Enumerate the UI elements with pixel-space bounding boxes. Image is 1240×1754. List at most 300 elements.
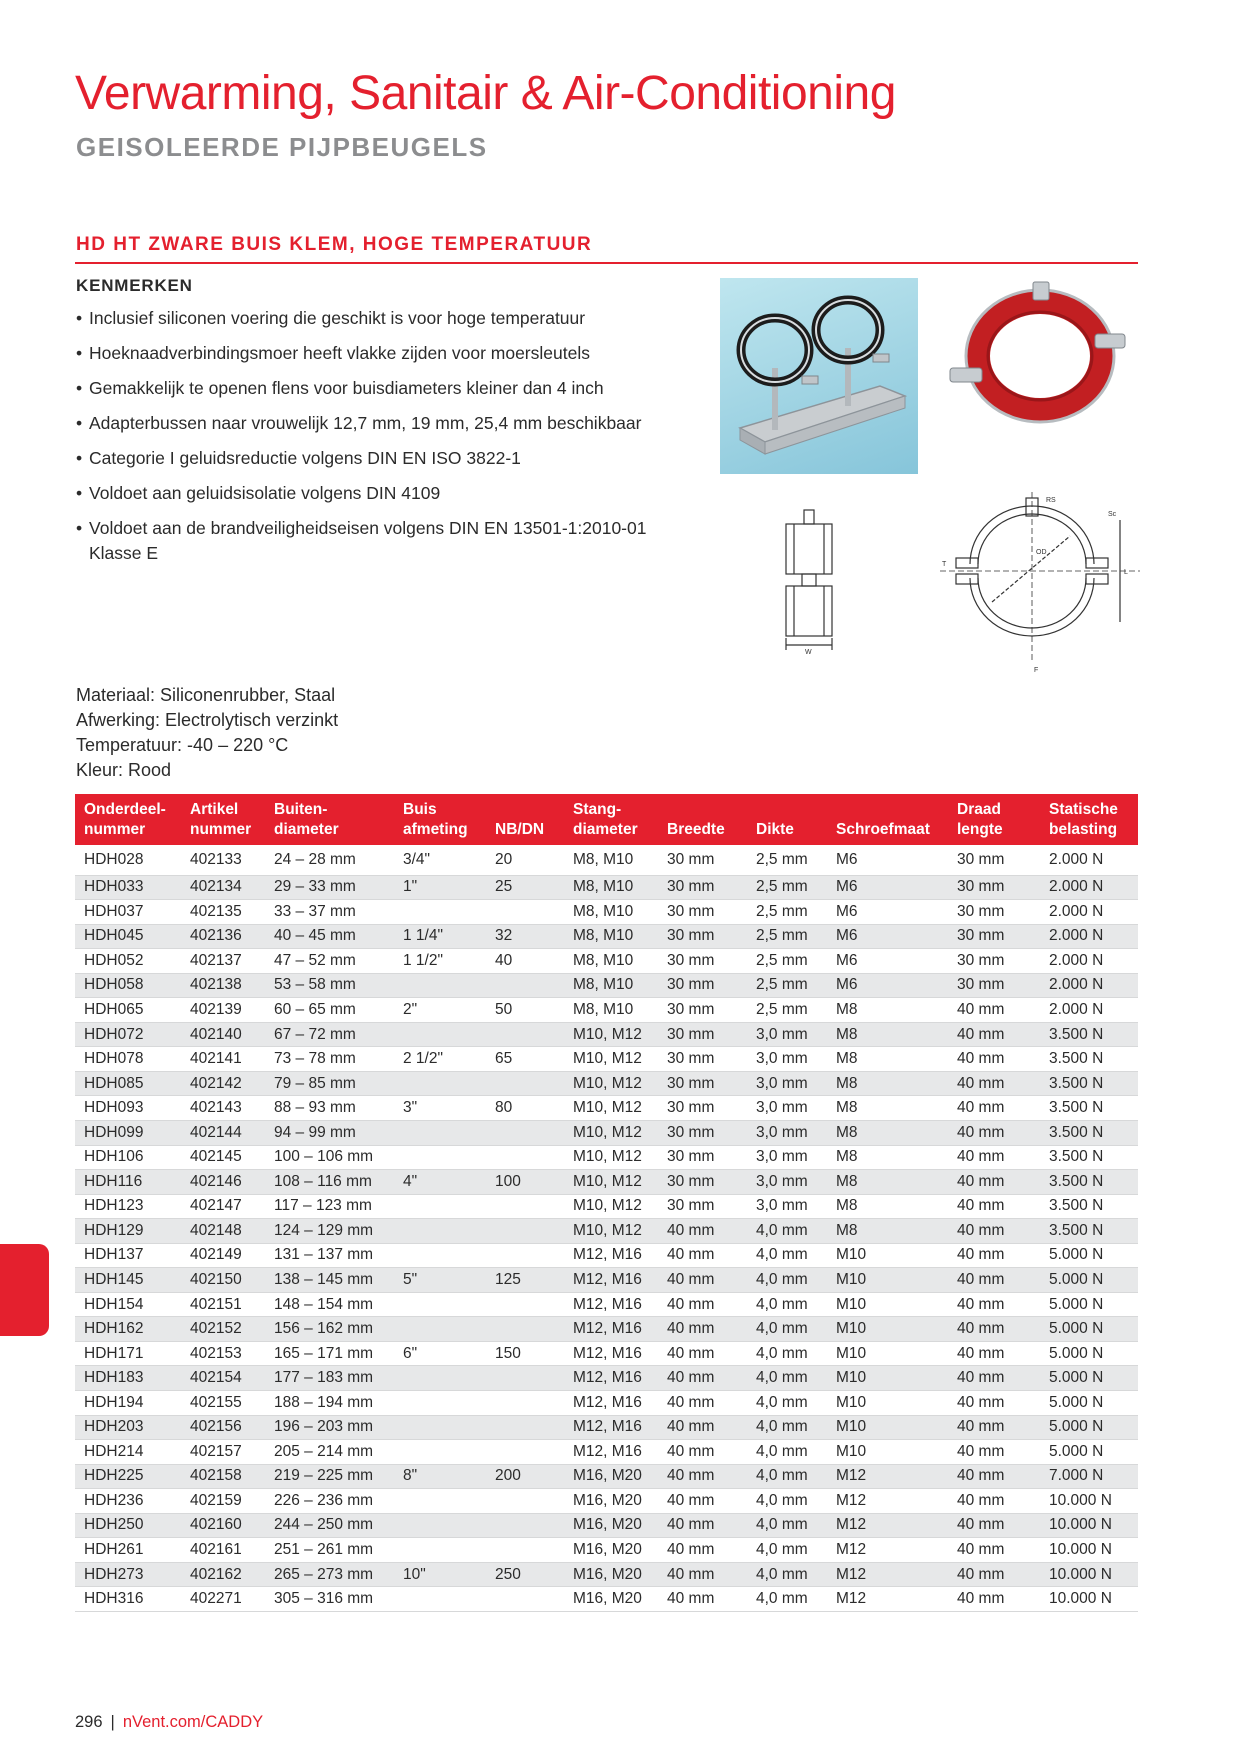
- header-line-2: diameter: [573, 821, 638, 838]
- table-cell: HDH052: [75, 949, 181, 974]
- table-cell: 2,5 mm: [747, 973, 827, 998]
- header-line-2: Dikte: [756, 821, 794, 838]
- header-line-2: Breedte: [667, 821, 725, 838]
- table-cell: 402159: [181, 1489, 265, 1514]
- table-cell: 10.000 N: [1040, 1562, 1138, 1587]
- table-cell: HDH137: [75, 1243, 181, 1268]
- table-row: [75, 1366, 1138, 1391]
- table-cell: M12: [827, 1464, 948, 1489]
- table-cell: 305 – 316 mm: [265, 1587, 394, 1612]
- table-cell: 10.000 N: [1040, 1587, 1138, 1612]
- table-row: [75, 1440, 1138, 1465]
- table-cell: 205 – 214 mm: [265, 1440, 394, 1465]
- table-cell: 402152: [181, 1317, 265, 1342]
- table-cell: M12, M16: [564, 1268, 658, 1293]
- table-cell: 79 – 85 mm: [265, 1071, 394, 1096]
- table-row: [75, 949, 1138, 974]
- table-cell: 2,5 mm: [747, 900, 827, 925]
- feature-item: • Voldoet aan de brandveiligheidseisen volgens DIN EN 13501-1:2010-01 Klasse E: [76, 516, 686, 566]
- table-cell: 402161: [181, 1538, 265, 1563]
- table-row: [75, 1415, 1138, 1440]
- table-row: [75, 1341, 1138, 1366]
- table-cell: 88 – 93 mm: [265, 1096, 394, 1121]
- section-tab-marker: [0, 1244, 49, 1336]
- table-cell: 20: [486, 845, 564, 875]
- header-line-2: lengte: [957, 821, 1003, 838]
- dim-label-od: OD: [1036, 549, 1047, 556]
- table-cell: 402150: [181, 1268, 265, 1293]
- table-cell: M8: [827, 1145, 948, 1170]
- table-cell: M6: [827, 875, 948, 900]
- table-cell: M8, M10: [564, 973, 658, 998]
- table-cell: 30 mm: [948, 973, 1040, 998]
- table-cell: [486, 973, 564, 998]
- table-cell: 5.000 N: [1040, 1390, 1138, 1415]
- table-cell: M10, M12: [564, 1145, 658, 1170]
- table-cell: 402153: [181, 1341, 265, 1366]
- table-cell: 402151: [181, 1292, 265, 1317]
- table-cell: 40 mm: [948, 1415, 1040, 1440]
- footer-separator: |: [110, 1713, 115, 1731]
- table-cell: 40 mm: [658, 1317, 747, 1342]
- table-row: [75, 998, 1138, 1023]
- table-cell: 4,0 mm: [747, 1415, 827, 1440]
- page-subtitle: GEISOLEERDE PIJPBEUGELS: [76, 132, 488, 162]
- table-cell: M10, M12: [564, 1022, 658, 1047]
- table-cell: [394, 1390, 486, 1415]
- table-cell: 8": [394, 1464, 486, 1489]
- table-cell: HDH145: [75, 1268, 181, 1293]
- product-table: [75, 794, 1138, 1612]
- table-cell: 2,5 mm: [747, 845, 827, 875]
- technical-drawing-front: [940, 492, 1140, 677]
- table-cell: 4,0 mm: [747, 1440, 827, 1465]
- table-cell: 1 1/4": [394, 924, 486, 949]
- table-cell: 4,0 mm: [747, 1390, 827, 1415]
- table-row: [75, 1170, 1138, 1195]
- table-cell: [394, 1022, 486, 1047]
- header-line-2: diameter: [274, 821, 339, 838]
- table-cell: 40 mm: [658, 1464, 747, 1489]
- table-cell: M10: [827, 1268, 948, 1293]
- table-cell: M10: [827, 1390, 948, 1415]
- table-cell: 30 mm: [948, 875, 1040, 900]
- table-cell: 131 – 137 mm: [265, 1243, 394, 1268]
- table-cell: 40 mm: [658, 1415, 747, 1440]
- table-cell: M10, M12: [564, 1096, 658, 1121]
- mounted-clamps-illustration: [720, 278, 918, 474]
- table-cell: M8: [827, 1022, 948, 1047]
- table-cell: 40 mm: [948, 1145, 1040, 1170]
- table-row: [75, 1243, 1138, 1268]
- table-cell: 402139: [181, 998, 265, 1023]
- table-cell: [394, 1317, 486, 1342]
- table-row: [75, 1096, 1138, 1121]
- table-cell: 156 – 162 mm: [265, 1317, 394, 1342]
- table-cell: 3,0 mm: [747, 1120, 827, 1145]
- table-cell: 2.000 N: [1040, 924, 1138, 949]
- table-cell: 30 mm: [658, 1096, 747, 1121]
- feature-item: • Adapterbussen naar vrouwelijk 12,7 mm, 19 mm, 25,4 mm beschikbaar: [76, 411, 686, 436]
- table-cell: 3,0 mm: [747, 1170, 827, 1195]
- table-cell: 402137: [181, 949, 265, 974]
- table-cell: 40 mm: [658, 1243, 747, 1268]
- table-cell: M12, M16: [564, 1390, 658, 1415]
- table-cell: 40 mm: [658, 1587, 747, 1612]
- table-cell: 7.000 N: [1040, 1464, 1138, 1489]
- table-header-cell: [827, 794, 948, 845]
- table-cell: 40 mm: [948, 1390, 1040, 1415]
- table-cell: 177 – 183 mm: [265, 1366, 394, 1391]
- table-cell: 30 mm: [658, 845, 747, 875]
- table-cell: HDH162: [75, 1317, 181, 1342]
- header-line-1: Buiten-: [274, 801, 328, 818]
- feature-item: • Inclusief siliconen voering die geschikt is voor hoge temperatuur: [76, 306, 686, 331]
- table-cell: M10, M12: [564, 1170, 658, 1195]
- table-cell: 40 mm: [948, 1022, 1040, 1047]
- features-heading: KENMERKEN: [76, 276, 193, 295]
- table-cell: 3.500 N: [1040, 1047, 1138, 1072]
- table-cell: 196 – 203 mm: [265, 1415, 394, 1440]
- table-cell: 5.000 N: [1040, 1440, 1138, 1465]
- table-header-cell: [1040, 794, 1138, 845]
- table-header-cell: [75, 794, 181, 845]
- table-row: [75, 1587, 1138, 1612]
- table-cell: [394, 900, 486, 925]
- table-cell: 30 mm: [658, 1194, 747, 1219]
- table-cell: HDH183: [75, 1366, 181, 1391]
- table-cell: 402143: [181, 1096, 265, 1121]
- table-row: [75, 1071, 1138, 1096]
- table-cell: 10.000 N: [1040, 1538, 1138, 1563]
- table-cell: 226 – 236 mm: [265, 1489, 394, 1514]
- table-cell: M10, M12: [564, 1071, 658, 1096]
- table-cell: HDH194: [75, 1390, 181, 1415]
- table-cell: 4,0 mm: [747, 1489, 827, 1514]
- table-cell: 30 mm: [948, 845, 1040, 875]
- table-cell: 40 mm: [658, 1219, 747, 1244]
- table-cell: M8, M10: [564, 845, 658, 875]
- table-row: [75, 973, 1138, 998]
- table-cell: 67 – 72 mm: [265, 1022, 394, 1047]
- dim-label-f: F: [1034, 667, 1039, 674]
- table-cell: 2,5 mm: [747, 949, 827, 974]
- table-cell: M6: [827, 949, 948, 974]
- table-cell: 402147: [181, 1194, 265, 1219]
- side-view-drawing: [780, 500, 840, 665]
- table-cell: 40 mm: [658, 1538, 747, 1563]
- table-cell: 250: [486, 1562, 564, 1587]
- table-cell: 30 mm: [948, 949, 1040, 974]
- table-cell: 402157: [181, 1440, 265, 1465]
- table-cell: M12: [827, 1538, 948, 1563]
- table-cell: [394, 1366, 486, 1391]
- table-cell: 40 mm: [948, 1170, 1040, 1195]
- table-cell: M12: [827, 1513, 948, 1538]
- table-cell: 402154: [181, 1366, 265, 1391]
- table-cell: 402135: [181, 900, 265, 925]
- table-cell: 25: [486, 875, 564, 900]
- table-cell: 138 – 145 mm: [265, 1268, 394, 1293]
- table-cell: M8: [827, 1047, 948, 1072]
- table-cell: 32: [486, 924, 564, 949]
- table-cell: 3": [394, 1096, 486, 1121]
- header-line-1: Buis: [403, 801, 437, 818]
- table-cell: 402271: [181, 1587, 265, 1612]
- table-cell: 80: [486, 1096, 564, 1121]
- table-cell: 402148: [181, 1219, 265, 1244]
- table-cell: M8, M10: [564, 949, 658, 974]
- page-number: 296: [75, 1713, 103, 1731]
- table-cell: 3,0 mm: [747, 1047, 827, 1072]
- table-cell: 402146: [181, 1170, 265, 1195]
- table-cell: 30 mm: [658, 949, 747, 974]
- table-cell: 40 mm: [658, 1489, 747, 1514]
- table-row: [75, 900, 1138, 925]
- table-row: [75, 875, 1138, 900]
- table-cell: 4,0 mm: [747, 1562, 827, 1587]
- header-line-2: nummer: [84, 821, 146, 838]
- table-cell: 402136: [181, 924, 265, 949]
- table-cell: 4,0 mm: [747, 1317, 827, 1342]
- table-cell: 2.000 N: [1040, 973, 1138, 998]
- header-line-2: NB/DN: [495, 821, 545, 838]
- table-cell: 40 mm: [948, 1341, 1040, 1366]
- table-cell: 3.500 N: [1040, 1022, 1138, 1047]
- table-cell: 148 – 154 mm: [265, 1292, 394, 1317]
- table-cell: HDH154: [75, 1292, 181, 1317]
- red-clamp-illustration: [945, 278, 1135, 438]
- table-cell: 30 mm: [658, 1022, 747, 1047]
- table-cell: [486, 1317, 564, 1342]
- table-cell: 40 mm: [948, 1219, 1040, 1244]
- table-cell: 2.000 N: [1040, 900, 1138, 925]
- table-row: [75, 1268, 1138, 1293]
- table-cell: M16, M20: [564, 1489, 658, 1514]
- table-cell: 402145: [181, 1145, 265, 1170]
- table-cell: 402156: [181, 1415, 265, 1440]
- table-cell: M10: [827, 1292, 948, 1317]
- table-cell: 30 mm: [658, 1047, 747, 1072]
- table-cell: 40 mm: [948, 1440, 1040, 1465]
- feature-item: • Gemakkelijk te openen flens voor buisdiameters kleiner dan 4 inch: [76, 376, 686, 401]
- table-cell: 5.000 N: [1040, 1366, 1138, 1391]
- table-cell: M16, M20: [564, 1587, 658, 1612]
- table-header-cell: [181, 794, 265, 845]
- table-cell: 3,0 mm: [747, 1145, 827, 1170]
- spec-material: Materiaal: Siliconenrubber, Staal: [76, 685, 336, 705]
- table-cell: 65: [486, 1047, 564, 1072]
- table-cell: M8: [827, 1120, 948, 1145]
- table-cell: 2": [394, 998, 486, 1023]
- header-line-1: Stang-: [573, 801, 622, 818]
- table-cell: M10, M12: [564, 1047, 658, 1072]
- table-cell: 40 mm: [948, 1489, 1040, 1514]
- dim-label-w: W: [805, 649, 812, 656]
- table-cell: 30 mm: [658, 1170, 747, 1195]
- table-cell: 40 mm: [948, 1047, 1040, 1072]
- table-cell: HDH225: [75, 1464, 181, 1489]
- header-line-2: nummer: [190, 821, 252, 838]
- table-cell: 402160: [181, 1513, 265, 1538]
- technical-drawing-side: [780, 500, 840, 665]
- material-specs: [76, 683, 338, 783]
- table-cell: HDH099: [75, 1120, 181, 1145]
- table-row: [75, 1513, 1138, 1538]
- table-row: [75, 1047, 1138, 1072]
- table-cell: 47 – 52 mm: [265, 949, 394, 974]
- table-cell: 150: [486, 1341, 564, 1366]
- table-cell: M10: [827, 1366, 948, 1391]
- table-cell: 3/4": [394, 845, 486, 875]
- table-cell: HDH261: [75, 1538, 181, 1563]
- product-photo-red-clamp: [945, 278, 1135, 438]
- table-header-cell: [394, 794, 486, 845]
- table-cell: 53 – 58 mm: [265, 973, 394, 998]
- table-cell: [486, 1440, 564, 1465]
- table-cell: 5.000 N: [1040, 1415, 1138, 1440]
- table-cell: [486, 1219, 564, 1244]
- table-cell: HDH236: [75, 1489, 181, 1514]
- table-cell: 40 mm: [948, 1096, 1040, 1121]
- table-cell: 40 mm: [948, 1071, 1040, 1096]
- table-header-cell: [747, 794, 827, 845]
- table-cell: M12, M16: [564, 1317, 658, 1342]
- product-title: HD HT ZWARE BUIS KLEM, HOGE TEMPERATUUR: [76, 234, 593, 255]
- table-cell: 3.500 N: [1040, 1145, 1138, 1170]
- footer-link[interactable]: nVent.com/CADDY: [122, 1713, 264, 1731]
- table-cell: 40 mm: [948, 1464, 1040, 1489]
- table-cell: M10, M12: [564, 1120, 658, 1145]
- front-view-drawing: [940, 492, 1140, 677]
- table-cell: 30 mm: [948, 900, 1040, 925]
- table-cell: 40 mm: [948, 1268, 1040, 1293]
- table-cell: 30 mm: [658, 900, 747, 925]
- header-line-1: Onderdeel-: [84, 801, 166, 818]
- table-cell: M12, M16: [564, 1415, 658, 1440]
- table-cell: 40 mm: [948, 1317, 1040, 1342]
- table-header-cell: [265, 794, 394, 845]
- table-cell: 40 mm: [658, 1341, 747, 1366]
- table-cell: [486, 1292, 564, 1317]
- table-cell: HDH316: [75, 1587, 181, 1612]
- table-cell: HDH058: [75, 973, 181, 998]
- table-cell: 2,5 mm: [747, 998, 827, 1023]
- table-cell: 2,5 mm: [747, 875, 827, 900]
- table-cell: 40 mm: [658, 1440, 747, 1465]
- table-cell: M6: [827, 900, 948, 925]
- table-cell: M8: [827, 998, 948, 1023]
- table-cell: HDH085: [75, 1071, 181, 1096]
- table-cell: [486, 1194, 564, 1219]
- table-cell: HDH037: [75, 900, 181, 925]
- table-cell: 3,0 mm: [747, 1022, 827, 1047]
- table-cell: 3.500 N: [1040, 1071, 1138, 1096]
- table-cell: M12: [827, 1587, 948, 1612]
- header-line-1: Artikel: [190, 801, 239, 818]
- table-cell: 244 – 250 mm: [265, 1513, 394, 1538]
- dim-label-l: L: [1124, 569, 1128, 576]
- table-cell: 30 mm: [658, 973, 747, 998]
- header-line-1: Statische: [1049, 801, 1118, 818]
- table-cell: 188 – 194 mm: [265, 1390, 394, 1415]
- table-header-cell: [658, 794, 747, 845]
- table-cell: 40 mm: [658, 1292, 747, 1317]
- table-cell: 402144: [181, 1120, 265, 1145]
- table-cell: 2.000 N: [1040, 875, 1138, 900]
- table-cell: 402133: [181, 845, 265, 875]
- table-cell: 3.500 N: [1040, 1096, 1138, 1121]
- table-cell: 30 mm: [658, 924, 747, 949]
- table-cell: 2 1/2": [394, 1047, 486, 1072]
- table-body: [75, 845, 1138, 1611]
- table-cell: 2,5 mm: [747, 924, 827, 949]
- table-cell: [486, 900, 564, 925]
- page-title: Verwarming, Sanitair & Air-Conditioning: [75, 67, 896, 120]
- table-row: [75, 1194, 1138, 1219]
- table-cell: 402141: [181, 1047, 265, 1072]
- table-cell: HDH250: [75, 1513, 181, 1538]
- product-photo-mounted: [720, 278, 918, 474]
- table-cell: 30 mm: [658, 1120, 747, 1145]
- table-cell: 40 mm: [948, 1366, 1040, 1391]
- table-cell: 402155: [181, 1390, 265, 1415]
- table-cell: 40: [486, 949, 564, 974]
- table-cell: 402134: [181, 875, 265, 900]
- table-cell: [486, 1513, 564, 1538]
- table-cell: 402149: [181, 1243, 265, 1268]
- header-line-2: belasting: [1049, 821, 1118, 838]
- table-cell: 117 – 123 mm: [265, 1194, 394, 1219]
- table-cell: [394, 1243, 486, 1268]
- table-cell: 40 mm: [948, 1243, 1040, 1268]
- table-row: [75, 1464, 1138, 1489]
- table-cell: 40 mm: [948, 1120, 1040, 1145]
- table-cell: 3,0 mm: [747, 1071, 827, 1096]
- header-line-2: Schroefmaat: [836, 821, 930, 838]
- table-cell: HDH065: [75, 998, 181, 1023]
- table-row: [75, 1489, 1138, 1514]
- table-cell: 4,0 mm: [747, 1366, 827, 1391]
- header-line-1: Draad: [957, 801, 1001, 818]
- table-cell: 124 – 129 mm: [265, 1219, 394, 1244]
- table-cell: M12, M16: [564, 1366, 658, 1391]
- table-cell: 3.500 N: [1040, 1219, 1138, 1244]
- header-line-2: afmeting: [403, 821, 468, 838]
- table-cell: M10, M12: [564, 1219, 658, 1244]
- features-list: [76, 306, 686, 576]
- table-cell: [486, 1390, 564, 1415]
- table-cell: 5.000 N: [1040, 1268, 1138, 1293]
- table-cell: [486, 1366, 564, 1391]
- table-cell: 30 mm: [658, 998, 747, 1023]
- table-cell: M16, M20: [564, 1464, 658, 1489]
- table-cell: M16, M20: [564, 1562, 658, 1587]
- table-cell: M6: [827, 973, 948, 998]
- table-cell: [486, 1022, 564, 1047]
- table-cell: 40 – 45 mm: [265, 924, 394, 949]
- table-cell: 4,0 mm: [747, 1587, 827, 1612]
- table-cell: M8, M10: [564, 924, 658, 949]
- feature-item: • Categorie I geluidsreductie volgens DIN EN ISO 3822-1: [76, 446, 686, 471]
- spec-finish: Afwerking: Electrolytisch verzinkt: [76, 710, 339, 730]
- table-cell: 5.000 N: [1040, 1292, 1138, 1317]
- table-cell: 108 – 116 mm: [265, 1170, 394, 1195]
- table-cell: 4,0 mm: [747, 1464, 827, 1489]
- table-cell: 5.000 N: [1040, 1243, 1138, 1268]
- table-cell: 3.500 N: [1040, 1194, 1138, 1219]
- table-cell: M10: [827, 1415, 948, 1440]
